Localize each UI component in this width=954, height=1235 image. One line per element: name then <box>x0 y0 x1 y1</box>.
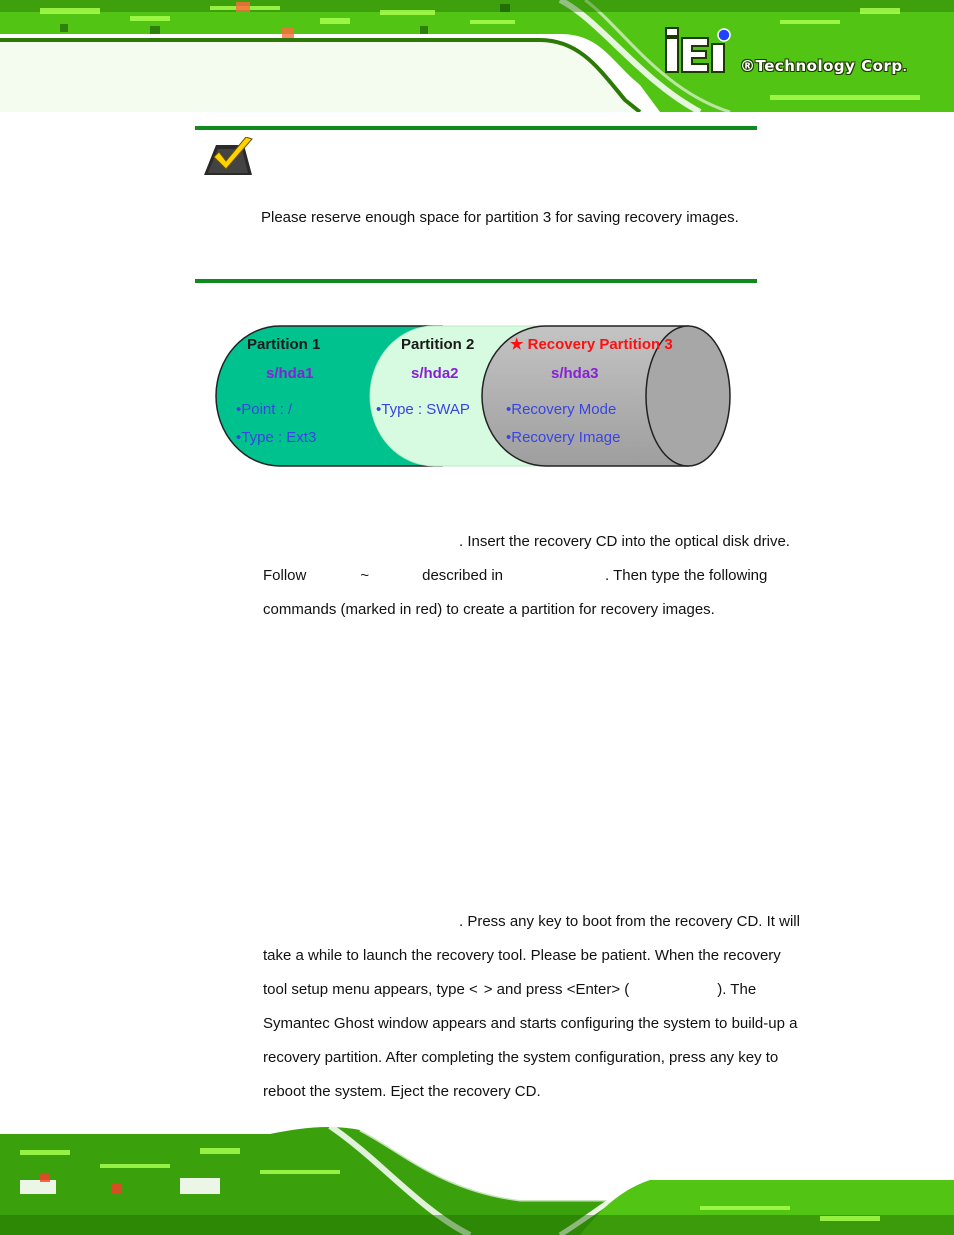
partition-3-device: s/hda3 <box>551 365 599 382</box>
iei-logo-icon <box>664 26 738 76</box>
partition-2-type: •Type : SWAP <box>376 401 470 418</box>
partition-3-image: •Recovery Image <box>506 429 621 446</box>
step2-line3: tool setup menu appears, type < > and press <Enter> ( ). The <box>263 981 757 998</box>
partition-1-title: Partition 1 <box>247 336 321 353</box>
note-text: Please reserve enough space for partition 3 for saving recovery images. <box>261 209 739 226</box>
brand-name: ®Technology Corp. <box>740 57 908 75</box>
partition-diagram <box>212 320 736 472</box>
footer-circuit-banner <box>0 1120 954 1235</box>
step2-line2: take a while to launch the recovery tool. Please be patient. When the recovery <box>263 947 781 964</box>
step-paragraph-2 <box>263 905 818 1109</box>
step2-line6: reboot the system. Eject the recovery CD. <box>263 1083 541 1100</box>
partition-1-point: •Point : / <box>236 401 293 418</box>
step2-line5: recovery partition. After completing the system configuration, press any key to <box>263 1049 779 1066</box>
step1-line2: Follow ~ described in . Then type the following <box>263 567 768 584</box>
partition-2-title: Partition 2 <box>401 336 475 353</box>
partition-3-title: ★ Recovery Partition 3 <box>510 336 673 353</box>
step1-line1: . Insert the recovery CD into the optical disk drive. <box>459 533 790 550</box>
step-paragraph-1 <box>263 525 818 627</box>
note-checkmark-icon <box>204 137 256 177</box>
step1-line3: commands (marked in red) to create a partition for recovery images. <box>263 601 715 618</box>
header-circuit-banner <box>0 0 954 112</box>
step2-line1: . Press any key to boot from the recovery CD. It will <box>459 913 800 930</box>
partition-1-type: •Type : Ext3 <box>236 429 317 446</box>
note-bottom-rule <box>195 279 757 283</box>
step2-line4: Symantec Ghost window appears and starts configuring the system to build-up a <box>263 1015 798 1032</box>
note-top-rule <box>195 126 757 130</box>
partition-3-mode: •Recovery Mode <box>506 401 617 418</box>
partition-2-device: s/hda2 <box>411 365 459 382</box>
partition-1-device: s/hda1 <box>266 365 314 382</box>
